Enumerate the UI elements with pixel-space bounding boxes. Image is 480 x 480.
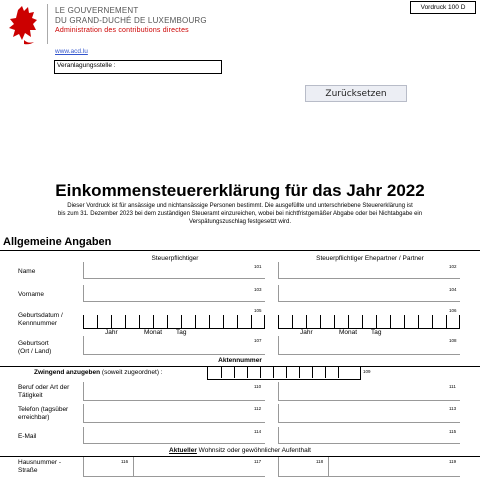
field-num-111: 111 [449,384,456,389]
sub-jahr-2: Jahr [300,329,313,336]
gov-line-3: Administration des contributions directes [55,27,189,34]
label-geburt-line2: Kennnummer [18,320,58,327]
label-geburtsort [18,340,51,356]
label-hausnummer [18,459,61,475]
aktennummer-heading: Aktennummer [218,357,262,364]
field-num-118: 118 [316,459,324,464]
field-num-106: 106 [449,308,457,313]
vorname-taxpayer-input[interactable] [83,285,265,302]
gov-line-2: DU GRAND-DUCHÉ DE LUXEMBOURG [55,16,207,25]
aktennummer-label-bold: Zwingend anzugeben [34,369,101,376]
section-divider [0,250,480,251]
col-head-partner: Steuerpflichtiger Ehepartner / Partner [316,255,424,262]
intro-line-2: bis zum 31. Dezember 2023 bei dem zuständigen Steueramt einzureichen, wobei bei nichtfristgemäßer Abgabe oder bei Nichtabgabe ein [57,211,423,217]
website-link[interactable]: www.acd.lu [55,48,88,55]
label-telefon [18,406,68,422]
email-partner-input[interactable] [278,427,460,444]
geburtsort-taxpayer-input[interactable] [83,336,265,355]
field-num-107: 107 [254,338,262,343]
field-num-103: 103 [254,287,262,292]
geburt-taxpayer-input[interactable] [83,315,265,329]
geburt-partner-input[interactable] [278,315,460,329]
field-num-105: 105 [254,308,262,313]
wohnsitz-heading [0,447,480,454]
strasse-taxpayer-input[interactable] [133,457,265,477]
field-num-102: 102 [449,264,457,269]
field-num-112: 112 [254,406,262,411]
field-num-108: 108 [449,338,457,343]
sub-monat-1: Monat [144,329,163,336]
label-telefon-line1: Telefon (tagsüber [18,406,69,413]
label-telefon-line2: erreichbar) [18,414,50,421]
field-num-109: 109 [363,369,371,374]
col-head-taxpayer: Steuerpflichtiger [151,255,199,262]
intro-line-3: Verspätungszuschlag festgesetzt wird. [188,219,292,225]
label-geburtsdatum [18,312,63,328]
name-partner-input[interactable] [278,262,460,279]
intro-line-1: Dieser Vordruck ist für ansässige und nichtansässige Personen bestimmt. Die ausgefüllte und unterschriebene Steuererklärung ist [67,203,413,209]
section-title: Allgemeine Angaben [3,236,112,248]
form-code-badge: Vordruck 100 D [410,1,476,14]
beruf-partner-input[interactable] [278,382,460,401]
field-num-117: 117 [254,459,262,464]
reset-button[interactable]: Zurücksetzen [305,85,407,102]
label-beruf-line1: Beruf oder Art der [18,384,70,391]
sub-tag-2: Tag [371,329,382,336]
red-lion-icon [6,4,44,46]
veranlagungsstelle-label: Veranlagungsstelle : [57,62,116,69]
label-vorname: Vorname [18,291,45,298]
telefon-taxpayer-input[interactable] [83,404,265,423]
wohnsitz-rest: Wohnsitz oder gewöhnlicher Aufenthalt [196,447,311,454]
vorname-partner-input[interactable] [278,285,460,302]
page-title: Einkommensteuererklärung für das Jahr 2022 [55,181,425,200]
label-haus-line1: Hausnummer - [18,459,61,466]
label-beruf [18,384,69,400]
field-num-101: 101 [254,264,262,269]
field-num-104: 104 [449,287,457,292]
field-num-114: 114 [254,429,262,434]
name-taxpayer-input[interactable] [83,262,265,279]
label-haus-line2: Straße [18,467,38,474]
field-num-110: 110 [254,384,262,389]
field-num-116: 116 [121,459,129,464]
telefon-partner-input[interactable] [278,404,460,423]
geburtsort-partner-input[interactable] [278,336,460,355]
label-geburtsort-line1: Geburtsort [18,340,49,347]
field-num-113: 113 [449,406,457,411]
strasse-partner-input[interactable] [328,457,460,477]
label-geburtsort-line2: (Ort / Land) [18,348,52,355]
field-num-119: 119 [449,459,457,464]
sub-jahr-1: Jahr [105,329,118,336]
field-num-115: 115 [449,429,457,434]
wohnsitz-bold: Aktueller [169,447,197,454]
label-name: Name [18,268,36,275]
email-taxpayer-input[interactable] [83,427,265,444]
label-geburt-line1: Geburtsdatum / [18,312,63,319]
intro-text [20,202,460,226]
aktennummer-input[interactable] [207,366,361,380]
aktennummer-label [34,369,163,376]
sub-tag-1: Tag [176,329,187,336]
beruf-taxpayer-input[interactable] [83,382,265,401]
label-email: E-Mail [18,433,37,440]
label-beruf-line2: Tätigkeit [18,392,43,399]
gov-line-1: LE GOUVERNEMENT [55,6,139,15]
logo-divider [47,4,48,44]
aktennummer-label-rest: (soweit zugeordnet) : [100,369,163,376]
sub-monat-2: Monat [339,329,358,336]
